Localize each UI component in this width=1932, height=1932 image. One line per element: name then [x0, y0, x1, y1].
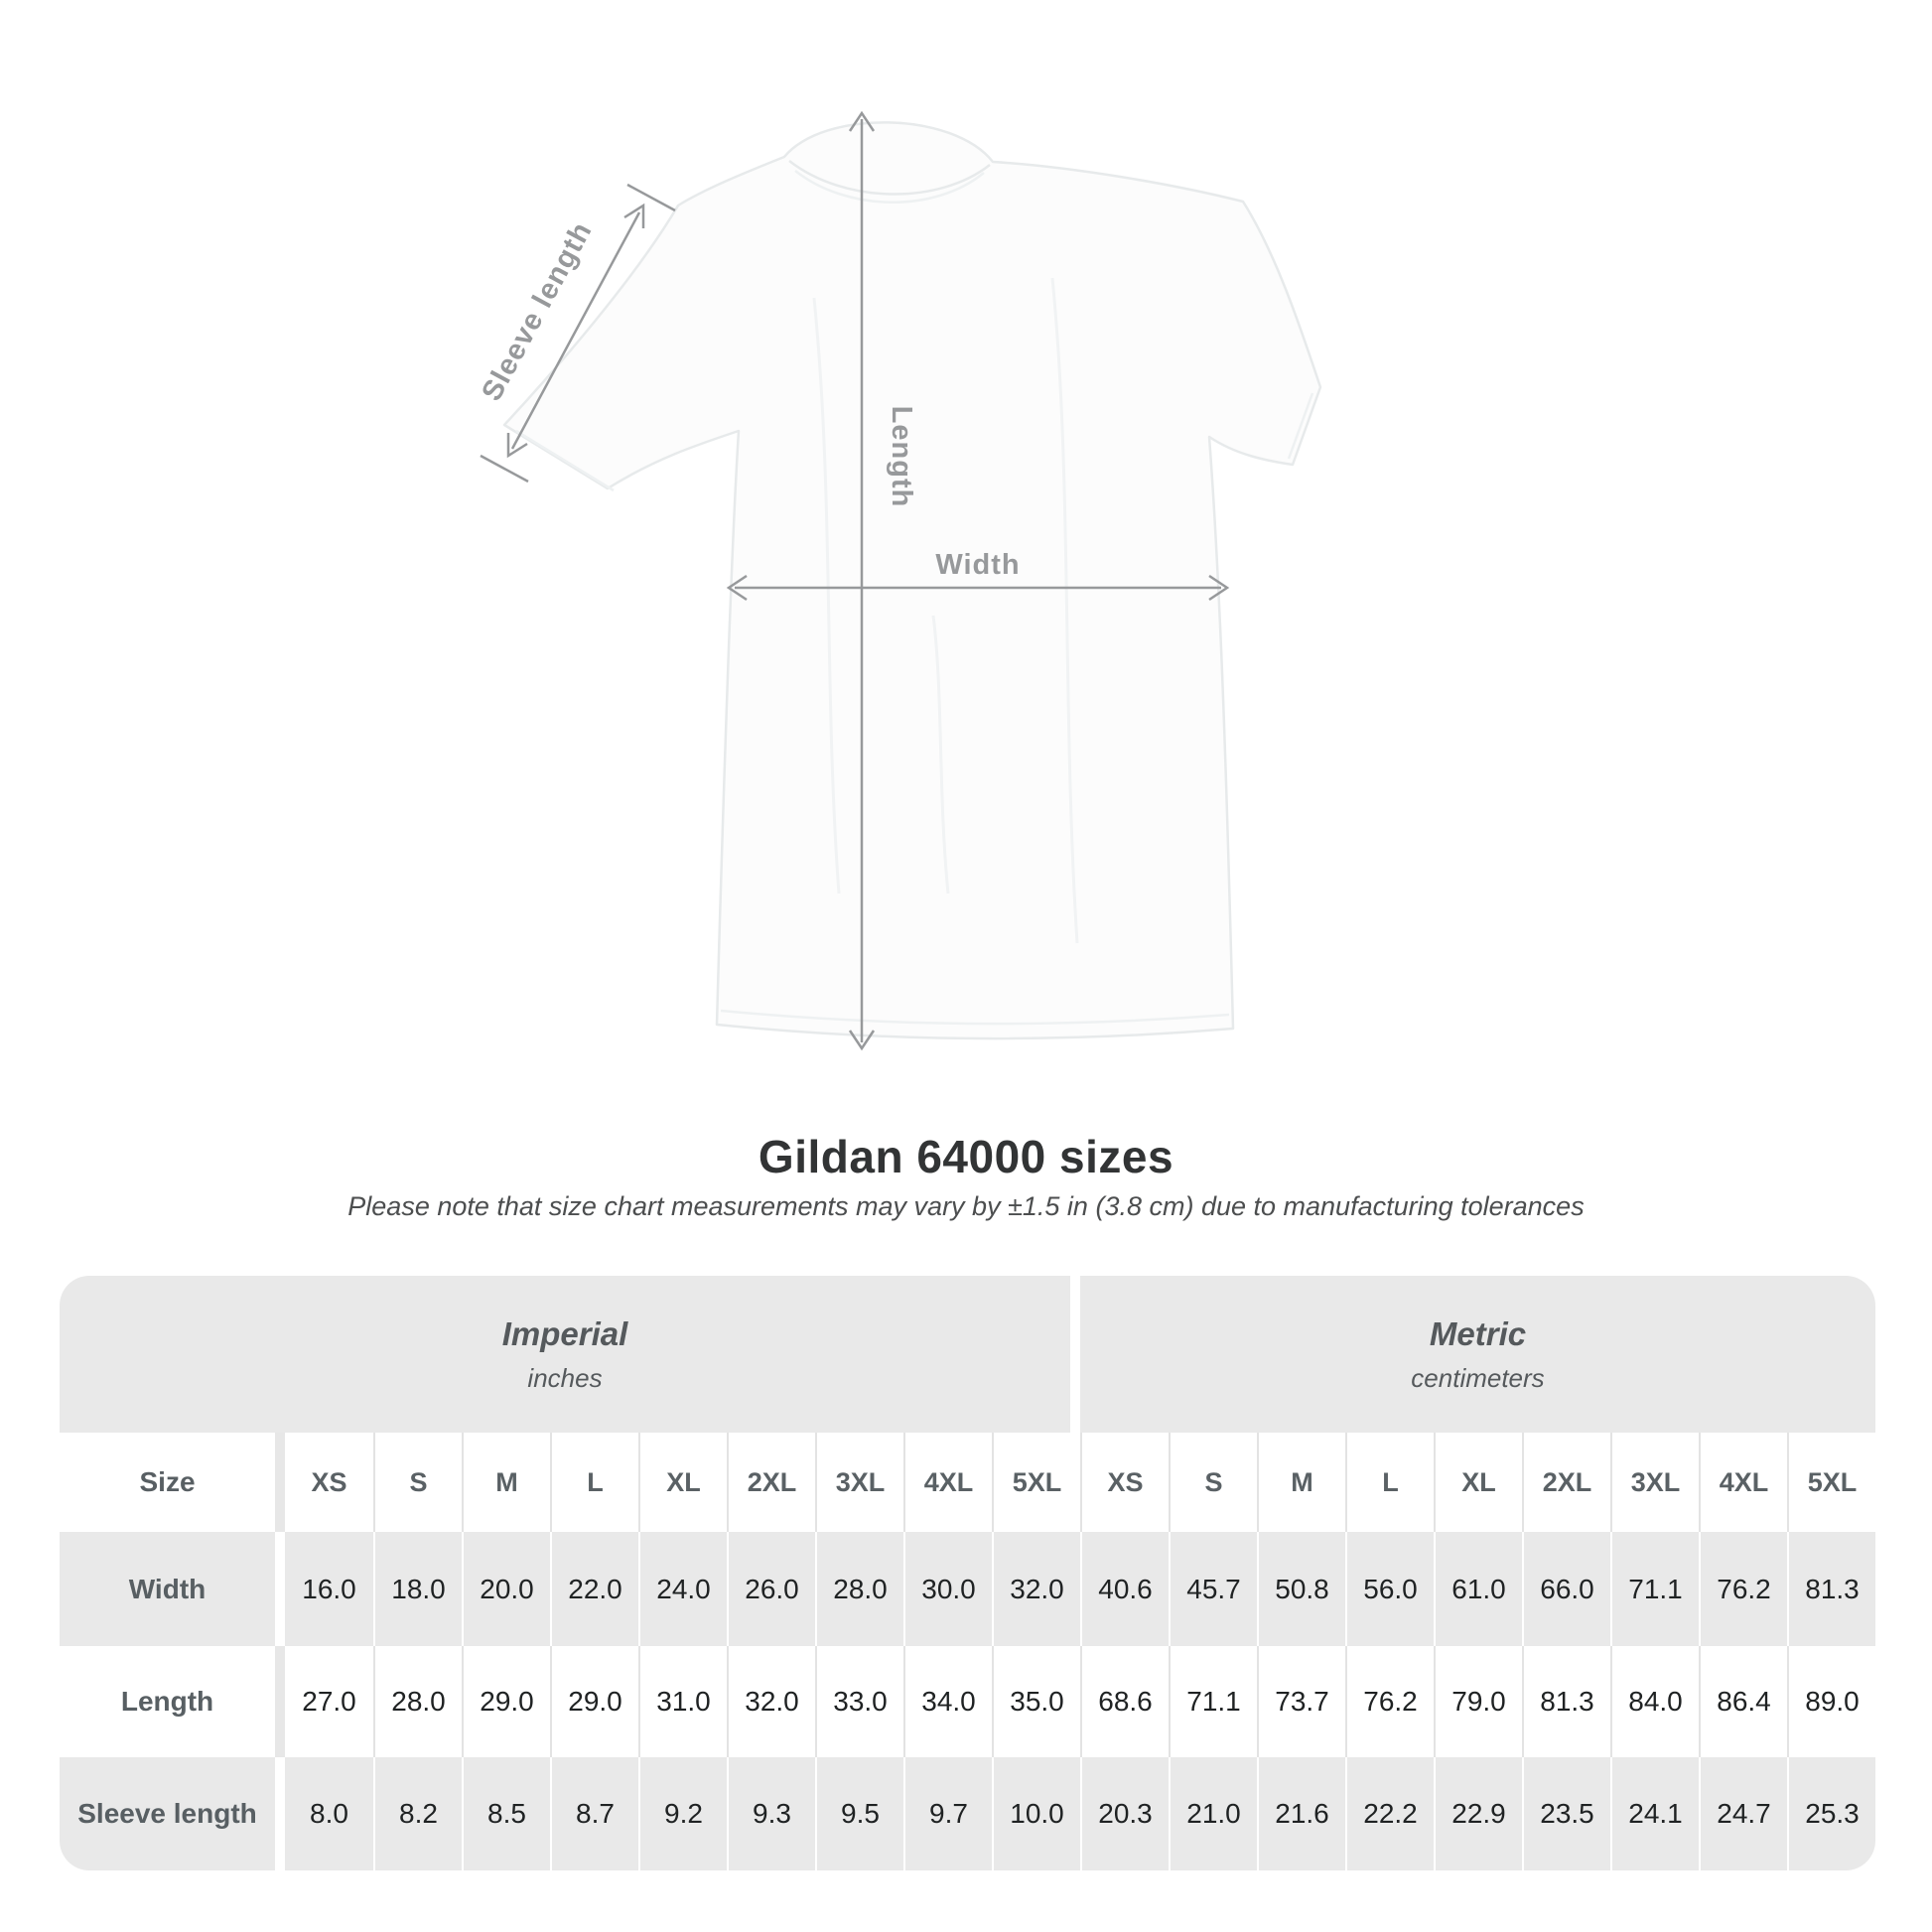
value-cell: 24.7	[1699, 1757, 1787, 1870]
size-col-header: L	[550, 1433, 638, 1532]
value-cell: 76.2	[1699, 1532, 1787, 1646]
size-col-header: M	[1257, 1433, 1345, 1532]
imperial-group-label: Imperial	[501, 1314, 628, 1352]
value-cell: 24.0	[638, 1532, 727, 1646]
size-col-header: L	[1345, 1433, 1434, 1532]
value-cell: 24.1	[1610, 1757, 1699, 1870]
value-cell: 33.0	[815, 1646, 903, 1757]
value-cell: 86.4	[1699, 1646, 1787, 1757]
sleeve-length-label: Sleeve length	[476, 216, 599, 407]
metric-unit-label: centimeters	[1411, 1362, 1545, 1393]
value-cell: 26.0	[727, 1532, 815, 1646]
value-cell: 9.2	[638, 1757, 727, 1870]
tshirt-silhouette	[504, 122, 1320, 1038]
size-col-header: 5XL	[992, 1433, 1080, 1532]
value-cell: 8.5	[462, 1757, 550, 1870]
value-cell: 71.1	[1610, 1532, 1699, 1646]
value-cell: 61.0	[1434, 1532, 1522, 1646]
tshirt-body	[504, 122, 1320, 1038]
row-label-length: Length	[60, 1646, 285, 1757]
size-col-header: 5XL	[1787, 1433, 1875, 1532]
size-corner-label: Size	[60, 1433, 285, 1532]
size-col-header: XL	[638, 1433, 727, 1532]
value-cell: 40.6	[1080, 1532, 1169, 1646]
size-col-header: 2XL	[1522, 1433, 1610, 1532]
size-col-header: S	[1169, 1433, 1257, 1532]
value-cell: 89.0	[1787, 1646, 1875, 1757]
value-cell: 16.0	[285, 1532, 373, 1646]
value-cell: 32.0	[992, 1532, 1080, 1646]
value-cell: 73.7	[1257, 1646, 1345, 1757]
tolerance-note: Please note that size chart measurements may vary by ±1.5 in (3.8 cm) due to manufacturing tolerances	[347, 1191, 1585, 1221]
value-cell: 66.0	[1522, 1532, 1610, 1646]
value-cell: 23.5	[1522, 1757, 1610, 1870]
metric-group-header	[1080, 1276, 1875, 1433]
value-cell: 28.0	[373, 1646, 462, 1757]
size-col-header: XS	[1080, 1433, 1169, 1532]
value-cell: 9.5	[815, 1757, 903, 1870]
page-title: Gildan 64000 sizes	[758, 1131, 1174, 1182]
value-cell: 30.0	[903, 1532, 992, 1646]
value-cell: 68.6	[1080, 1646, 1169, 1757]
value-cell: 9.3	[727, 1757, 815, 1870]
value-cell: 28.0	[815, 1532, 903, 1646]
metric-group-label: Metric	[1429, 1314, 1527, 1352]
value-cell: 9.7	[903, 1757, 992, 1870]
imperial-unit-label: inches	[527, 1362, 603, 1393]
value-cell: 21.6	[1257, 1757, 1345, 1870]
value-cell: 27.0	[285, 1646, 373, 1757]
value-cell: 20.0	[462, 1532, 550, 1646]
size-col-header: M	[462, 1433, 550, 1532]
length-label: Length	[886, 405, 917, 508]
value-cell: 8.2	[373, 1757, 462, 1870]
size-col-header: XL	[1434, 1433, 1522, 1532]
value-cell: 8.7	[550, 1757, 638, 1870]
value-cell: 50.8	[1257, 1532, 1345, 1646]
value-cell: 81.3	[1522, 1646, 1610, 1757]
value-cell: 79.0	[1434, 1646, 1522, 1757]
value-cell: 45.7	[1169, 1532, 1257, 1646]
size-col-header: 3XL	[1610, 1433, 1699, 1532]
value-cell: 25.3	[1787, 1757, 1875, 1870]
value-cell: 32.0	[727, 1646, 815, 1757]
size-col-header: 3XL	[815, 1433, 903, 1532]
value-cell: 22.0	[550, 1532, 638, 1646]
size-col-header: 4XL	[903, 1433, 992, 1532]
imperial-group-header	[60, 1276, 1080, 1433]
value-cell: 84.0	[1610, 1646, 1699, 1757]
size-col-header: 4XL	[1699, 1433, 1787, 1532]
width-label: Width	[935, 549, 1021, 581]
value-cell: 21.0	[1169, 1757, 1257, 1870]
value-cell: 76.2	[1345, 1646, 1434, 1757]
value-cell: 81.3	[1787, 1532, 1875, 1646]
size-col-header: XS	[285, 1433, 373, 1532]
row-label-width: Width	[60, 1532, 285, 1646]
value-cell: 10.0	[992, 1757, 1080, 1870]
value-cell: 71.1	[1169, 1646, 1257, 1757]
value-cell: 22.9	[1434, 1757, 1522, 1870]
size-col-header: 2XL	[727, 1433, 815, 1532]
size-col-header: S	[373, 1433, 462, 1532]
value-cell: 34.0	[903, 1646, 992, 1757]
size-table	[60, 1276, 1875, 1870]
value-cell: 29.0	[462, 1646, 550, 1757]
value-cell: 35.0	[992, 1646, 1080, 1757]
value-cell: 22.2	[1345, 1757, 1434, 1870]
value-cell: 8.0	[285, 1757, 373, 1870]
value-cell: 20.3	[1080, 1757, 1169, 1870]
value-cell: 56.0	[1345, 1532, 1434, 1646]
value-cell: 29.0	[550, 1646, 638, 1757]
value-cell: 18.0	[373, 1532, 462, 1646]
row-label-sleeve-length: Sleeve length	[60, 1757, 285, 1870]
value-cell: 31.0	[638, 1646, 727, 1757]
